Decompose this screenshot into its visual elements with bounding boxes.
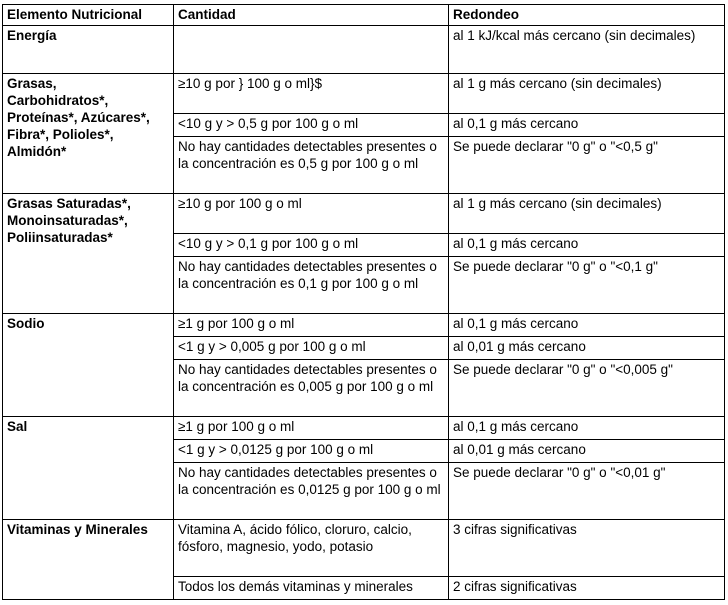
quantity-cell	[174, 26, 449, 74]
quantity-cell: ≥1 g por 100 g o ml	[174, 314, 449, 337]
table-row	[3, 26, 725, 74]
quantity-cell: Vitamina A, ácido fólico, cloruro, calcio, fósforo, magnesio, yodo, potasio	[174, 520, 449, 577]
quantity-cell: No hay cantidades detectables presentes o la concentración es 0,1 g por 100 g o ml	[174, 257, 449, 314]
rounding-cell: al 0,1 g más cercano	[449, 314, 725, 337]
quantity-cell: <10 g y > 0,1 g por 100 g o ml	[174, 234, 449, 257]
element-line: Grasas Saturadas*,	[7, 196, 131, 211]
rounding-cell: al 0,1 g más cercano	[449, 114, 725, 137]
header-element: Elemento Nutricional	[3, 5, 174, 26]
element-grasas	[3, 74, 174, 194]
rounding-cell: al 0,01 g más cercano	[449, 440, 725, 463]
element-line: Fibra*, Polioles*,	[7, 127, 114, 142]
header-quantity: Cantidad	[174, 5, 449, 26]
element-vitaminas: Vitaminas y Minerales	[3, 520, 174, 600]
rounding-cell: al 0,1 g más cercano	[449, 417, 725, 440]
quantity-cell: No hay cantidades detectables presentes o la concentración es 0,0125 g por 100 g o ml	[174, 463, 449, 520]
quantity-cell: ≥1 g por 100 g o ml	[174, 417, 449, 440]
header-rounding: Redondeo	[449, 5, 725, 26]
element-line: Grasas,	[7, 76, 57, 91]
quantity-cell: <1 g y > 0,0125 g por 100 g o ml	[174, 440, 449, 463]
element-sodio: Sodio	[3, 314, 174, 417]
rounding-cell: Se puede declarar "0 g" o "<0,01 g"	[449, 463, 725, 520]
rounding-cell: 2 cifras significativas	[449, 577, 725, 600]
rounding-cell: al 1 kJ/kcal más cercano (sin decimales)	[449, 26, 725, 74]
rounding-cell: al 0,01 g más cercano	[449, 337, 725, 360]
element-line: Monoinsaturadas*,	[7, 213, 128, 228]
rounding-cell: al 1 g más cercano (sin decimales)	[449, 194, 725, 234]
element-sal: Sal	[3, 417, 174, 520]
quantity-cell: No hay cantidades detectables presentes o la concentración es 0,005 g por 100 g o ml	[174, 360, 449, 417]
quantity-cell: No hay cantidades detectables presentes o la concentración es 0,5 g por 100 g o ml	[174, 137, 449, 194]
element-line: Carbohidratos*,	[7, 93, 109, 108]
element-line: Poliinsaturadas*	[7, 230, 113, 245]
quantity-cell: ≥10 g por } 100 g o ml}$	[174, 74, 449, 114]
rounding-cell: al 0,1 g más cercano	[449, 234, 725, 257]
element-energia: Energía	[3, 26, 174, 74]
quantity-cell: ≥10 g por 100 g o ml	[174, 194, 449, 234]
table-row	[3, 417, 725, 440]
element-saturadas	[3, 194, 174, 314]
table-row	[3, 194, 725, 234]
header-row	[3, 5, 725, 26]
rounding-cell: al 1 g más cercano (sin decimales)	[449, 74, 725, 114]
rounding-cell: Se puede declarar "0 g" o "<0,005 g"	[449, 360, 725, 417]
table-row	[3, 314, 725, 337]
rounding-cell: 3 cifras significativas	[449, 520, 725, 577]
element-line: Proteínas*, Azúcares*,	[7, 110, 150, 125]
element-line: Almidón*	[7, 144, 67, 159]
quantity-cell: <10 g y > 0,5 g por 100 g o ml	[174, 114, 449, 137]
quantity-cell: Todos los demás vitaminas y minerales	[174, 577, 449, 600]
rounding-cell: Se puede declarar "0 g" o "<0,1 g"	[449, 257, 725, 314]
rounding-cell: Se puede declarar "0 g" o "<0,5 g"	[449, 137, 725, 194]
table-row	[3, 74, 725, 114]
table-row	[3, 520, 725, 577]
quantity-cell: <1 g y > 0,005 g por 100 g o ml	[174, 337, 449, 360]
nutrition-rounding-table	[2, 4, 725, 600]
